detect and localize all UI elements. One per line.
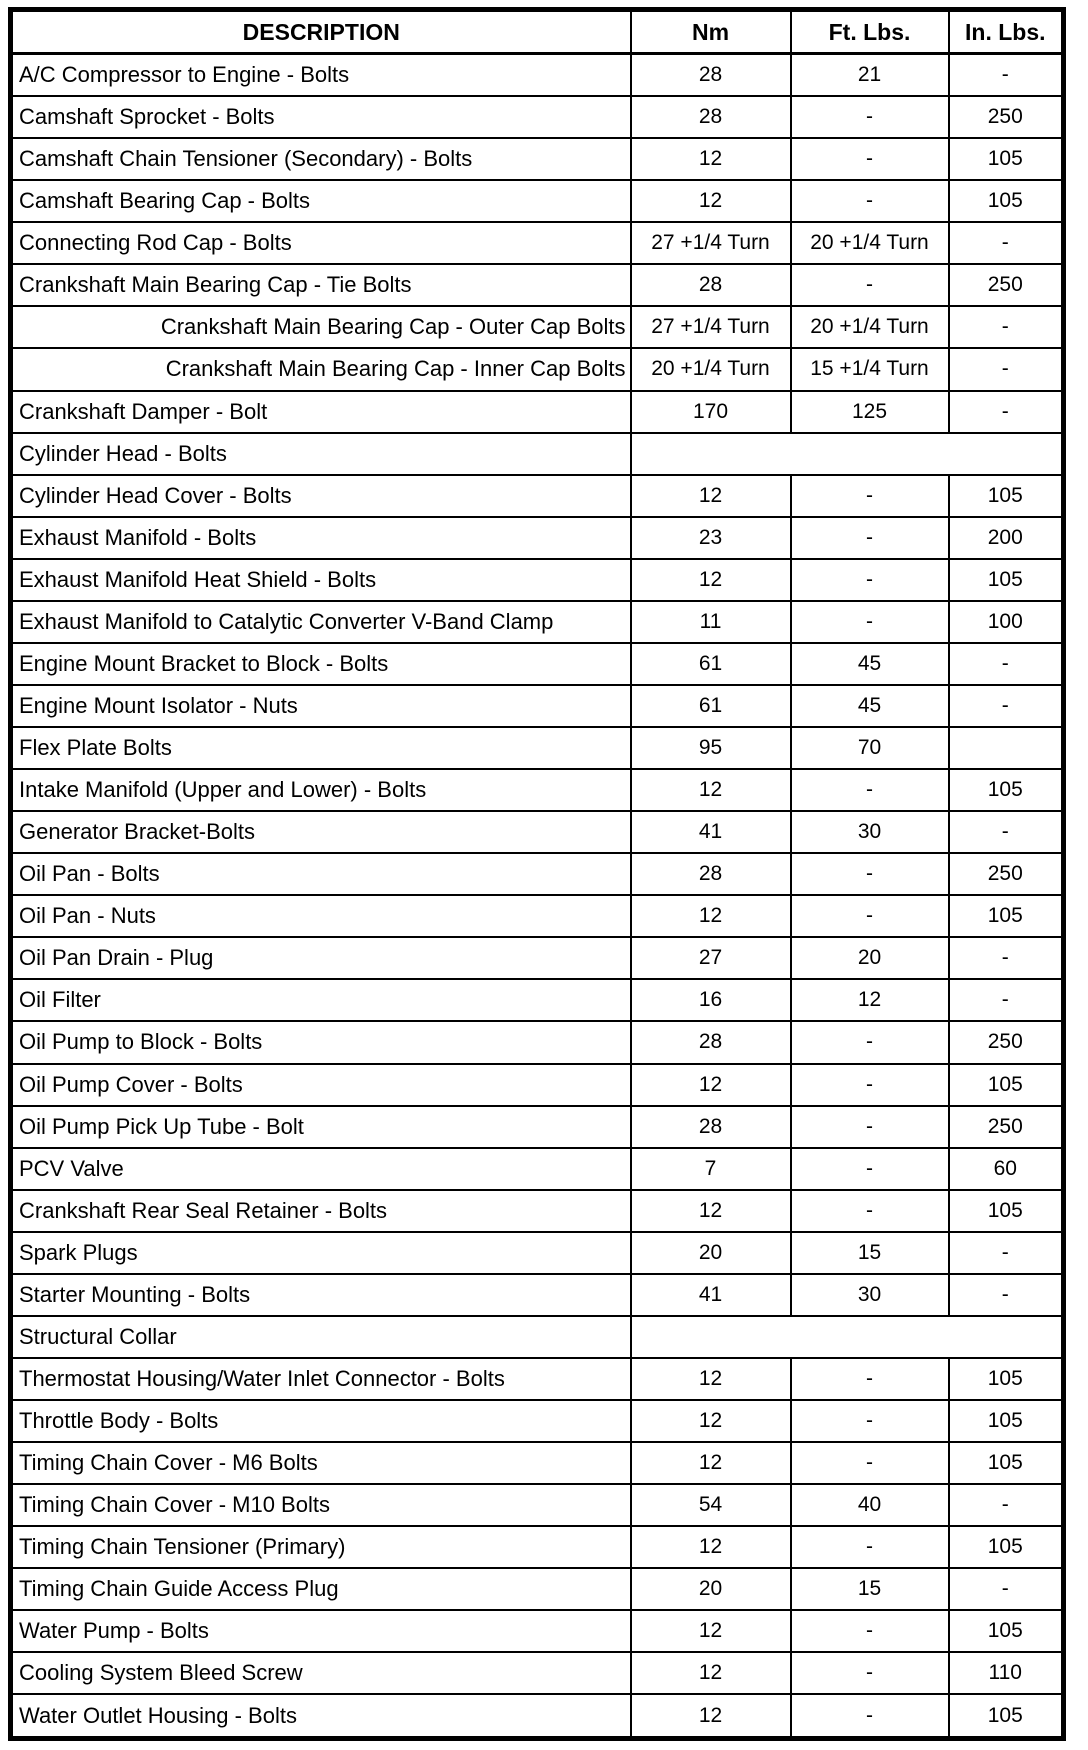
description-cell: Oil Pan - Nuts <box>11 895 631 937</box>
nm-cell: 41 <box>631 811 791 853</box>
description-cell: Crankshaft Main Bearing Cap - Outer Cap Bolts <box>11 306 631 348</box>
in-lbs-cell: 110 <box>949 1652 1064 1694</box>
table-row <box>11 601 1064 643</box>
description-cell: Timing Chain Tensioner (Primary) <box>11 1526 631 1568</box>
description-cell: Intake Manifold (Upper and Lower) - Bolts <box>11 769 631 811</box>
table-row <box>11 391 1064 433</box>
nm-cell: 27 +1/4 Turn <box>631 222 791 264</box>
nm-cell: 11 <box>631 601 791 643</box>
nm-cell: 28 <box>631 264 791 306</box>
ft-lbs-cell: - <box>791 559 949 601</box>
description-cell: Exhaust Manifold Heat Shield - Bolts <box>11 559 631 601</box>
table-row <box>11 1021 1064 1063</box>
table-row <box>11 1106 1064 1148</box>
ft-lbs-cell: 40 <box>791 1484 949 1526</box>
table-body <box>11 54 1064 1739</box>
column-header-nm: Nm <box>631 10 791 54</box>
ft-lbs-cell: 15 <box>791 1568 949 1610</box>
table-row <box>11 348 1064 390</box>
in-lbs-cell: - <box>949 222 1064 264</box>
nm-cell: 12 <box>631 559 791 601</box>
ft-lbs-cell: 20 +1/4 Turn <box>791 306 949 348</box>
nm-cell: 20 +1/4 Turn <box>631 348 791 390</box>
ft-lbs-cell: - <box>791 1610 949 1652</box>
in-lbs-cell <box>949 727 1064 769</box>
ft-lbs-cell: 70 <box>791 727 949 769</box>
description-cell: Timing Chain Guide Access Plug <box>11 1568 631 1610</box>
nm-cell: 12 <box>631 1190 791 1232</box>
in-lbs-cell: 105 <box>949 180 1064 222</box>
table-row <box>11 306 1064 348</box>
table-row <box>11 1400 1064 1442</box>
ft-lbs-cell: - <box>791 96 949 138</box>
in-lbs-cell: - <box>949 1568 1064 1610</box>
nm-cell: 12 <box>631 1610 791 1652</box>
nm-cell: 28 <box>631 1106 791 1148</box>
description-cell: Structural Collar <box>11 1316 631 1358</box>
nm-cell: 23 <box>631 517 791 559</box>
table-row <box>11 180 1064 222</box>
nm-cell: 20 <box>631 1232 791 1274</box>
description-cell: A/C Compressor to Engine - Bolts <box>11 54 631 97</box>
in-lbs-cell: 105 <box>949 1694 1064 1738</box>
ft-lbs-cell: - <box>791 1442 949 1484</box>
ft-lbs-cell: - <box>791 180 949 222</box>
ft-lbs-cell: - <box>791 1190 949 1232</box>
column-header-ft-lbs: Ft. Lbs. <box>791 10 949 54</box>
in-lbs-cell: 250 <box>949 1106 1064 1148</box>
description-cell: Exhaust Manifold - Bolts <box>11 517 631 559</box>
ft-lbs-cell: - <box>791 1526 949 1568</box>
ft-lbs-cell: 15 +1/4 Turn <box>791 348 949 390</box>
table-row <box>11 54 1064 97</box>
description-cell: Spark Plugs <box>11 1232 631 1274</box>
nm-cell: 61 <box>631 685 791 727</box>
table-row <box>11 1190 1064 1232</box>
nm-cell: 27 +1/4 Turn <box>631 306 791 348</box>
nm-cell: 12 <box>631 1400 791 1442</box>
ft-lbs-cell: 20 +1/4 Turn <box>791 222 949 264</box>
ft-lbs-cell: 45 <box>791 685 949 727</box>
table-row <box>11 1526 1064 1568</box>
description-cell: Crankshaft Main Bearing Cap - Tie Bolts <box>11 264 631 306</box>
description-cell: Crankshaft Main Bearing Cap - Inner Cap Bolts <box>11 348 631 390</box>
header-row <box>11 10 1064 54</box>
nm-cell: 12 <box>631 180 791 222</box>
description-cell: Water Pump - Bolts <box>11 1610 631 1652</box>
table-row <box>11 433 1064 475</box>
ft-lbs-cell: 20 <box>791 937 949 979</box>
table-row <box>11 222 1064 264</box>
in-lbs-cell: - <box>949 643 1064 685</box>
ft-lbs-cell: 21 <box>791 54 949 97</box>
table-row <box>11 769 1064 811</box>
merged-blank-cell <box>631 433 1064 475</box>
in-lbs-cell: 105 <box>949 1526 1064 1568</box>
in-lbs-cell: - <box>949 1274 1064 1316</box>
ft-lbs-cell: - <box>791 1106 949 1148</box>
table-header <box>11 10 1064 54</box>
nm-cell: 41 <box>631 1274 791 1316</box>
in-lbs-cell: - <box>949 348 1064 390</box>
description-cell: Camshaft Chain Tensioner (Secondary) - Bolts <box>11 138 631 180</box>
description-cell: PCV Valve <box>11 1148 631 1190</box>
table-row <box>11 979 1064 1021</box>
in-lbs-cell: - <box>949 54 1064 97</box>
nm-cell: 54 <box>631 1484 791 1526</box>
ft-lbs-cell: 30 <box>791 811 949 853</box>
ft-lbs-cell: - <box>791 475 949 517</box>
nm-cell: 28 <box>631 853 791 895</box>
table-row <box>11 1316 1064 1358</box>
description-cell: Connecting Rod Cap - Bolts <box>11 222 631 264</box>
description-cell: Exhaust Manifold to Catalytic Converter V-Band Clamp <box>11 601 631 643</box>
table-row <box>11 643 1064 685</box>
column-header-description: DESCRIPTION <box>11 10 631 54</box>
in-lbs-cell: 250 <box>949 1021 1064 1063</box>
ft-lbs-cell: - <box>791 769 949 811</box>
table-row <box>11 895 1064 937</box>
table-row <box>11 264 1064 306</box>
table-row <box>11 517 1064 559</box>
description-cell: Timing Chain Cover - M6 Bolts <box>11 1442 631 1484</box>
table-row <box>11 811 1064 853</box>
table-row <box>11 1694 1064 1738</box>
description-cell: Thermostat Housing/Water Inlet Connector - Bolts <box>11 1358 631 1400</box>
table-row <box>11 559 1064 601</box>
ft-lbs-cell: - <box>791 601 949 643</box>
description-cell: Camshaft Sprocket - Bolts <box>11 96 631 138</box>
table-row <box>11 1484 1064 1526</box>
in-lbs-cell: 105 <box>949 559 1064 601</box>
description-cell: Oil Filter <box>11 979 631 1021</box>
in-lbs-cell: 250 <box>949 853 1064 895</box>
torque-spec-table <box>8 7 1066 1741</box>
in-lbs-cell: 105 <box>949 1358 1064 1400</box>
description-cell: Oil Pump Cover - Bolts <box>11 1064 631 1106</box>
nm-cell: 170 <box>631 391 791 433</box>
table-row <box>11 1442 1064 1484</box>
table-row <box>11 1148 1064 1190</box>
ft-lbs-cell: 15 <box>791 1232 949 1274</box>
in-lbs-cell: 250 <box>949 96 1064 138</box>
nm-cell: 12 <box>631 475 791 517</box>
in-lbs-cell: - <box>949 979 1064 1021</box>
nm-cell: 28 <box>631 1021 791 1063</box>
ft-lbs-cell: - <box>791 517 949 559</box>
in-lbs-cell: 60 <box>949 1148 1064 1190</box>
in-lbs-cell: - <box>949 937 1064 979</box>
ft-lbs-cell: - <box>791 1400 949 1442</box>
ft-lbs-cell: - <box>791 1021 949 1063</box>
column-header-in-lbs: In. Lbs. <box>949 10 1064 54</box>
in-lbs-cell: 250 <box>949 264 1064 306</box>
table-row <box>11 1652 1064 1694</box>
description-cell: Cylinder Head Cover - Bolts <box>11 475 631 517</box>
description-cell: Oil Pan - Bolts <box>11 853 631 895</box>
nm-cell: 7 <box>631 1148 791 1190</box>
nm-cell: 12 <box>631 1652 791 1694</box>
description-cell: Starter Mounting - Bolts <box>11 1274 631 1316</box>
description-cell: Throttle Body - Bolts <box>11 1400 631 1442</box>
ft-lbs-cell: - <box>791 1652 949 1694</box>
in-lbs-cell: 105 <box>949 1442 1064 1484</box>
description-cell: Engine Mount Isolator - Nuts <box>11 685 631 727</box>
nm-cell: 20 <box>631 1568 791 1610</box>
nm-cell: 12 <box>631 138 791 180</box>
in-lbs-cell: 105 <box>949 895 1064 937</box>
description-cell: Timing Chain Cover - M10 Bolts <box>11 1484 631 1526</box>
table-row <box>11 1568 1064 1610</box>
table-row <box>11 685 1064 727</box>
description-cell: Oil Pump Pick Up Tube - Bolt <box>11 1106 631 1148</box>
ft-lbs-cell: - <box>791 1358 949 1400</box>
nm-cell: 12 <box>631 895 791 937</box>
in-lbs-cell: 100 <box>949 601 1064 643</box>
ft-lbs-cell: - <box>791 1064 949 1106</box>
in-lbs-cell: - <box>949 306 1064 348</box>
in-lbs-cell: - <box>949 1484 1064 1526</box>
nm-cell: 12 <box>631 769 791 811</box>
table-row <box>11 937 1064 979</box>
nm-cell: 12 <box>631 1358 791 1400</box>
table-row <box>11 727 1064 769</box>
table-row <box>11 1358 1064 1400</box>
merged-blank-cell <box>631 1316 1064 1358</box>
nm-cell: 12 <box>631 1442 791 1484</box>
ft-lbs-cell: - <box>791 138 949 180</box>
nm-cell: 12 <box>631 1064 791 1106</box>
ft-lbs-cell: 125 <box>791 391 949 433</box>
in-lbs-cell: - <box>949 391 1064 433</box>
nm-cell: 28 <box>631 54 791 97</box>
nm-cell: 95 <box>631 727 791 769</box>
nm-cell: 12 <box>631 1694 791 1738</box>
nm-cell: 16 <box>631 979 791 1021</box>
table-row <box>11 96 1064 138</box>
table-row <box>11 853 1064 895</box>
nm-cell: 12 <box>631 1526 791 1568</box>
in-lbs-cell: 105 <box>949 475 1064 517</box>
ft-lbs-cell: - <box>791 264 949 306</box>
description-cell: Cooling System Bleed Screw <box>11 1652 631 1694</box>
in-lbs-cell: 105 <box>949 1400 1064 1442</box>
in-lbs-cell: 105 <box>949 1064 1064 1106</box>
table-row <box>11 138 1064 180</box>
description-cell: Flex Plate Bolts <box>11 727 631 769</box>
table-row <box>11 1274 1064 1316</box>
ft-lbs-cell: - <box>791 1694 949 1738</box>
in-lbs-cell: 105 <box>949 138 1064 180</box>
table-row <box>11 1232 1064 1274</box>
in-lbs-cell: 200 <box>949 517 1064 559</box>
nm-cell: 27 <box>631 937 791 979</box>
ft-lbs-cell: - <box>791 895 949 937</box>
description-cell: Generator Bracket-Bolts <box>11 811 631 853</box>
in-lbs-cell: 105 <box>949 1610 1064 1652</box>
in-lbs-cell: - <box>949 1232 1064 1274</box>
description-cell: Oil Pan Drain - Plug <box>11 937 631 979</box>
description-cell: Oil Pump to Block - Bolts <box>11 1021 631 1063</box>
nm-cell: 61 <box>631 643 791 685</box>
description-cell: Crankshaft Rear Seal Retainer - Bolts <box>11 1190 631 1232</box>
description-cell: Cylinder Head - Bolts <box>11 433 631 475</box>
ft-lbs-cell: 30 <box>791 1274 949 1316</box>
description-cell: Camshaft Bearing Cap - Bolts <box>11 180 631 222</box>
table-row <box>11 1064 1064 1106</box>
nm-cell: 28 <box>631 96 791 138</box>
in-lbs-cell: 105 <box>949 1190 1064 1232</box>
table-row <box>11 1610 1064 1652</box>
in-lbs-cell: - <box>949 811 1064 853</box>
ft-lbs-cell: 45 <box>791 643 949 685</box>
in-lbs-cell: 105 <box>949 769 1064 811</box>
description-cell: Crankshaft Damper - Bolt <box>11 391 631 433</box>
ft-lbs-cell: - <box>791 1148 949 1190</box>
ft-lbs-cell: 12 <box>791 979 949 1021</box>
table-row <box>11 475 1064 517</box>
description-cell: Water Outlet Housing - Bolts <box>11 1694 631 1738</box>
ft-lbs-cell: - <box>791 853 949 895</box>
description-cell: Engine Mount Bracket to Block - Bolts <box>11 643 631 685</box>
in-lbs-cell: - <box>949 685 1064 727</box>
